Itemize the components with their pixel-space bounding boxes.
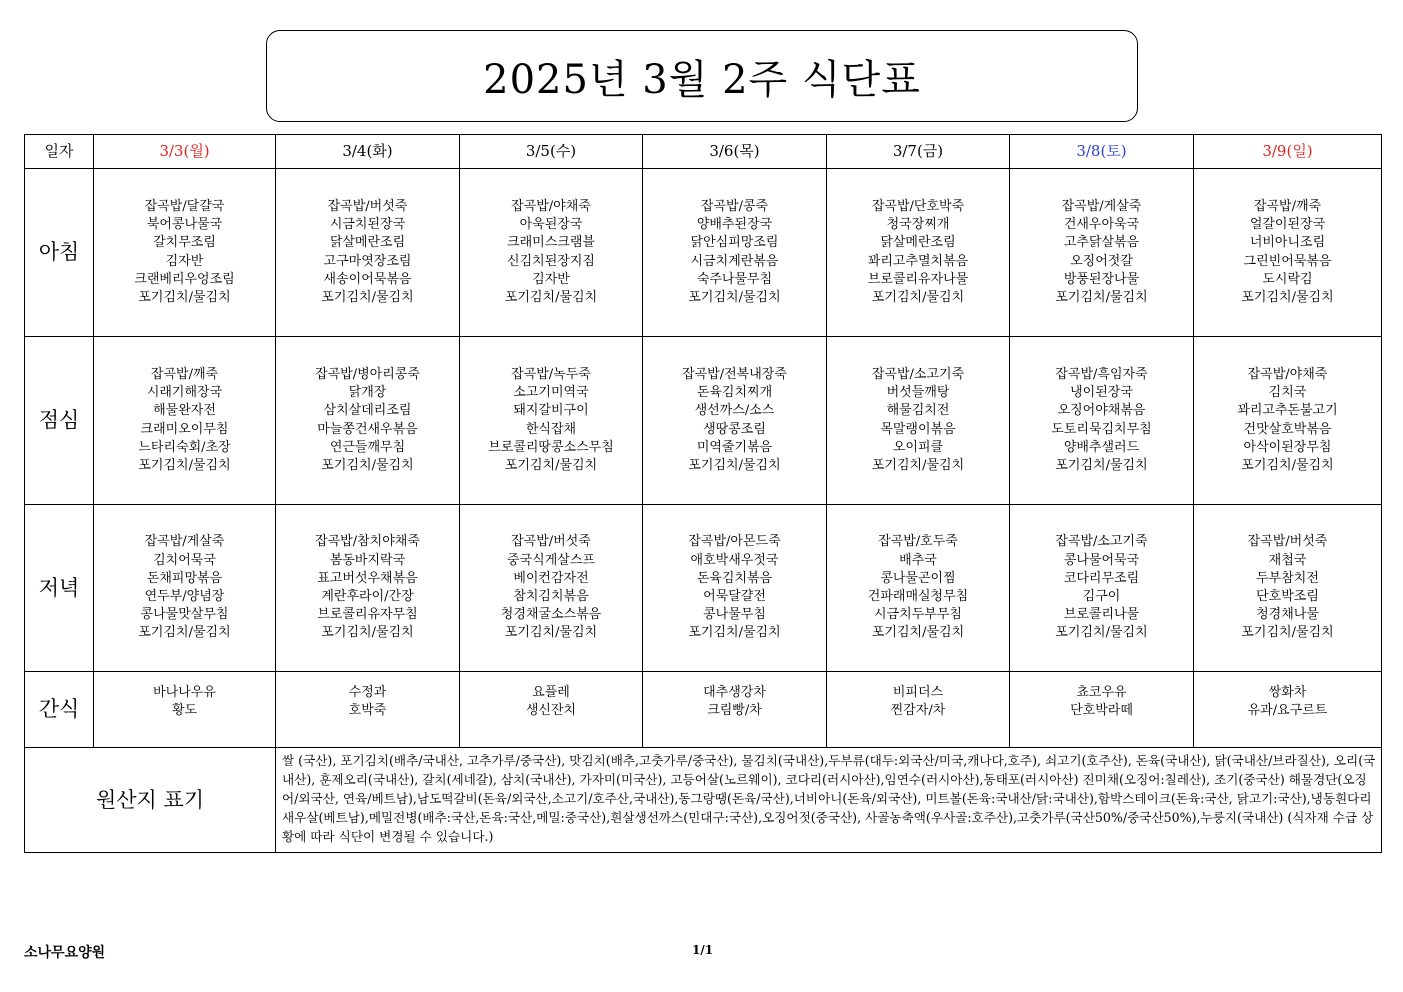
dinner-cell-day-1 bbox=[276, 505, 460, 672]
breakfast-cell-day-4 bbox=[827, 169, 1010, 337]
menu-item: 오징어야채볶음 bbox=[1057, 403, 1146, 419]
menu-item: 생땅콩조림 bbox=[703, 421, 766, 437]
menu-item: 잡곡밥/병아리콩죽 bbox=[315, 366, 420, 382]
snack-item: 생신잔치 bbox=[525, 703, 577, 719]
date-header-3: 3/6(목) bbox=[643, 135, 827, 169]
menu-item: 잡곡밥/깨죽 bbox=[1253, 198, 1322, 214]
menu-item: 시금치두부무침 bbox=[874, 607, 962, 623]
menu-item: 잡곡밥/전복내장죽 bbox=[682, 366, 787, 382]
menu-item: 잡곡밥/아몬드죽 bbox=[688, 534, 781, 550]
header-label: 일자 bbox=[25, 135, 94, 169]
lunch-cell-day-1 bbox=[276, 337, 460, 505]
menu-item: 봄동바지락국 bbox=[329, 552, 406, 568]
menu-item: 크래미오이무침 bbox=[140, 421, 229, 437]
menu-item: 시래기해장국 bbox=[146, 385, 223, 401]
menu-item: 표고버섯우채볶음 bbox=[317, 570, 418, 586]
menu-item: 도토리묵김치무침 bbox=[1051, 421, 1152, 437]
snack-cell-day-3 bbox=[643, 672, 827, 748]
snack-cell-day-4 bbox=[827, 672, 1010, 748]
date-header-2: 3/5(수) bbox=[460, 135, 643, 169]
menu-item: 고구마엿장조림 bbox=[323, 253, 412, 269]
menu-item: 건맛살호박볶음 bbox=[1243, 421, 1332, 437]
menu-item: 코다리무조림 bbox=[1063, 570, 1140, 586]
menu-item: 포기김치/물김치 bbox=[321, 289, 414, 305]
menu-item: 아삭이된장무침 bbox=[1243, 439, 1332, 455]
lunch-cell-day-5 bbox=[1010, 337, 1194, 505]
menu-item: 베이컨감자전 bbox=[513, 570, 589, 586]
menu-item: 잡곡밥/흑임자죽 bbox=[1055, 366, 1148, 382]
menu-item: 포기김치/물김치 bbox=[138, 625, 231, 641]
menu-item: 잡곡밥/소고기죽 bbox=[871, 366, 965, 382]
menu-item: 돈육김치찌개 bbox=[696, 385, 773, 401]
menu-item: 건파래매실청무침 bbox=[867, 589, 969, 604]
menu-item: 연근들깨무침 bbox=[329, 439, 406, 455]
menu-item: 숙주나물무침 bbox=[696, 271, 773, 287]
menu-item: 닭살메란조림 bbox=[880, 235, 956, 251]
breakfast-cell-day-0 bbox=[94, 169, 276, 337]
menu-item: 잡곡밥/게살죽 bbox=[144, 534, 225, 550]
menu-item: 포기김치/물김치 bbox=[1055, 289, 1148, 305]
menu-item: 해물김치전 bbox=[886, 403, 950, 419]
menu-item: 목말랭이볶음 bbox=[880, 421, 956, 437]
date-header-4: 3/7(금) bbox=[827, 135, 1010, 169]
menu-item: 김자반 bbox=[165, 253, 204, 269]
breakfast-cell-day-5 bbox=[1010, 169, 1194, 337]
date-header-6: 3/9(일) bbox=[1194, 135, 1382, 169]
menu-item: 청국장찌개 bbox=[886, 217, 950, 233]
menu-item: 포기김치/물김치 bbox=[504, 289, 598, 305]
menu-item: 포기김치/물김치 bbox=[504, 457, 598, 473]
lunch-label: 점심 bbox=[25, 337, 94, 505]
menu-item: 도시락김 bbox=[1262, 271, 1313, 287]
lunch-cell-day-3 bbox=[643, 337, 827, 505]
menu-item: 닭안심피망조림 bbox=[690, 235, 779, 251]
menu-item: 돈채피망볶음 bbox=[146, 570, 223, 586]
snack-item: 황도 bbox=[171, 703, 198, 719]
menu-item: 청경채굴소스볶음 bbox=[500, 607, 602, 623]
menu-item: 잡곡밥/야채죽 bbox=[1247, 366, 1328, 382]
menu-item: 느타리숙회/초장 bbox=[138, 439, 231, 455]
snack-row bbox=[25, 672, 1382, 748]
menu-item: 포기김치/물김치 bbox=[1055, 457, 1148, 473]
lunch-cell-day-4 bbox=[827, 337, 1010, 505]
menu-item: 돼지갈비구이 bbox=[513, 403, 589, 419]
menu-item: 잡곡밥/참치야채죽 bbox=[315, 534, 420, 550]
snack-label: 간식 bbox=[25, 672, 94, 748]
menu-item: 참치김치볶음 bbox=[513, 589, 589, 604]
footer-org: 소나무요양원 bbox=[24, 945, 106, 961]
snack-cell-day-5 bbox=[1010, 672, 1194, 748]
menu-item: 포기김치/물김치 bbox=[321, 625, 414, 641]
title-box bbox=[266, 30, 1138, 122]
menu-item: 잡곡밥/버섯죽 bbox=[511, 534, 591, 550]
menu-item: 김치국 bbox=[1268, 385, 1307, 401]
breakfast-cell-day-6 bbox=[1194, 169, 1382, 337]
menu-item: 돈육김치볶음 bbox=[696, 570, 773, 586]
menu-item: 잡곡밥/호두죽 bbox=[878, 534, 958, 550]
menu-item: 포기김치/물김치 bbox=[688, 289, 781, 305]
origin-row bbox=[25, 748, 1382, 853]
menu-item: 북어콩나물국 bbox=[146, 217, 223, 233]
menu-item: 꽈리고추멸치볶음 bbox=[867, 253, 969, 269]
menu-item: 오징어젓갈 bbox=[1070, 253, 1133, 269]
menu-item: 재첩국 bbox=[1268, 552, 1307, 568]
menu-item: 미역줄기볶음 bbox=[696, 439, 773, 455]
menu-item: 생선까스/소스 bbox=[694, 403, 775, 419]
dinner-row bbox=[25, 505, 1382, 672]
menu-item: 양배추샐러드 bbox=[1063, 439, 1140, 455]
menu-item: 방풍된장나물 bbox=[1063, 271, 1140, 287]
dinner-cell-day-2 bbox=[460, 505, 643, 672]
snack-item: 호박죽 bbox=[348, 703, 387, 719]
menu-item: 너비아니조림 bbox=[1249, 235, 1326, 251]
snack-item: 바나나우유 bbox=[153, 685, 216, 700]
snack-item: 쵸코우유 bbox=[1076, 685, 1127, 700]
menu-item: 포기김치/물김치 bbox=[1241, 625, 1334, 641]
breakfast-cell-day-3 bbox=[643, 169, 827, 337]
menu-item: 배추국 bbox=[899, 552, 937, 568]
snack-cell-day-6 bbox=[1194, 672, 1382, 748]
date-header-5: 3/8(토) bbox=[1010, 135, 1194, 169]
menu-item: 콩나물어묵국 bbox=[1063, 552, 1140, 568]
menu-item: 두부참치전 bbox=[1256, 570, 1319, 586]
menu-item: 김치어묵국 bbox=[153, 552, 216, 568]
date-header-1: 3/4(화) bbox=[276, 135, 460, 169]
menu-item: 포기김치/물김치 bbox=[871, 289, 965, 305]
snack-item: 수정과 bbox=[348, 685, 387, 700]
menu-item: 콩나물무침 bbox=[703, 607, 766, 623]
snack-item: 대추생강차 bbox=[703, 685, 766, 700]
menu-item: 버섯들깨탕 bbox=[886, 385, 950, 401]
menu-item: 포기김치/물김치 bbox=[321, 457, 414, 473]
dinner-cell-day-4 bbox=[827, 505, 1010, 672]
snack-item: 비피더스 bbox=[892, 685, 944, 700]
menu-item: 닭개장 bbox=[348, 385, 387, 401]
breakfast-label: 아침 bbox=[25, 169, 94, 337]
snack-item: 쌍화차 bbox=[1268, 685, 1307, 700]
menu-item: 포기김치/물김치 bbox=[871, 625, 965, 641]
snack-item: 찐감자/차 bbox=[890, 703, 946, 719]
menu-item: 브로콜리땅콩소스무침 bbox=[488, 439, 614, 455]
snack-item: 요플레 bbox=[532, 685, 570, 700]
menu-item: 브로콜리유자나물 bbox=[867, 271, 969, 287]
dinner-cell-day-6 bbox=[1194, 505, 1382, 672]
menu-item: 단호박조림 bbox=[1256, 589, 1319, 604]
menu-item: 아욱된장국 bbox=[519, 217, 583, 233]
menu-item: 잡곡밥/버섯죽 bbox=[327, 198, 408, 214]
menu-item: 잡곡밥/달걀국 bbox=[144, 198, 225, 214]
menu-item: 포기김치/물김치 bbox=[871, 457, 965, 473]
dinner-cell-day-5 bbox=[1010, 505, 1194, 672]
menu-item: 중국식게살스프 bbox=[507, 552, 595, 568]
menu-item: 잡곡밥/버섯죽 bbox=[1247, 534, 1328, 550]
menu-item: 연두부/양념장 bbox=[144, 589, 225, 604]
header-row bbox=[25, 135, 1382, 169]
menu-item: 마늘쫑건새우볶음 bbox=[317, 421, 418, 437]
menu-item: 브로콜리나물 bbox=[1063, 607, 1140, 623]
menu-item: 그린빈어묵볶음 bbox=[1243, 253, 1332, 269]
menu-item: 잡곡밥/녹두죽 bbox=[511, 366, 591, 382]
menu-item: 잡곡밥/단호박죽 bbox=[871, 198, 965, 214]
menu-item: 갈치무조림 bbox=[153, 235, 216, 251]
menu-item: 고추닭살볶음 bbox=[1063, 235, 1140, 251]
menu-item: 얼갈이된장국 bbox=[1249, 217, 1326, 233]
menu-item: 시금치된장국 bbox=[329, 217, 406, 233]
menu-item: 포기김치/물김치 bbox=[1055, 625, 1148, 641]
menu-item: 삼치살데리조림 bbox=[323, 403, 412, 419]
menu-item: 브로콜리유자무침 bbox=[317, 607, 418, 623]
menu-item: 냉이된장국 bbox=[1070, 385, 1133, 401]
menu-item: 잡곡밥/야채죽 bbox=[511, 198, 591, 214]
menu-item: 잡곡밥/깨죽 bbox=[150, 366, 219, 382]
menu-item: 김구이 bbox=[1082, 589, 1121, 604]
menu-item: 계란후라이/간장 bbox=[321, 589, 414, 604]
menu-item: 애호박새우젓국 bbox=[690, 552, 779, 568]
menu-item: 크랜베리우엉조림 bbox=[134, 271, 235, 287]
dinner-cell-day-0 bbox=[94, 505, 276, 672]
menu-item: 잡곡밥/소고기죽 bbox=[1055, 534, 1148, 550]
snack-item: 크림빵/차 bbox=[707, 703, 762, 719]
menu-item: 어묵달걀전 bbox=[703, 589, 766, 604]
menu-item: 김자반 bbox=[532, 271, 570, 287]
menu-item: 잡곡밥/게살죽 bbox=[1061, 198, 1142, 214]
date-header-0: 3/3(월) bbox=[94, 135, 276, 169]
menu-item: 오이피클 bbox=[892, 439, 944, 455]
menu-item: 포기김치/물김치 bbox=[1241, 289, 1334, 305]
menu-item: 콩나물맛살무침 bbox=[140, 607, 229, 623]
menu-item: 청경채나물 bbox=[1256, 607, 1319, 623]
lunch-cell-day-0 bbox=[94, 337, 276, 505]
menu-item: 해물완자전 bbox=[153, 403, 216, 419]
menu-item: 신김치된장지짐 bbox=[507, 253, 595, 269]
footer-page-number: 1/1 bbox=[692, 943, 714, 957]
dinner-cell-day-3 bbox=[643, 505, 827, 672]
menu-item: 한식잡채 bbox=[525, 421, 577, 437]
menu-item: 꽈리고추돈불고기 bbox=[1237, 403, 1338, 419]
breakfast-cell-day-1 bbox=[276, 169, 460, 337]
menu-item: 크래미스크램블 bbox=[507, 235, 595, 251]
menu-item: 닭살메란조림 bbox=[329, 235, 406, 251]
page-title: 2025년 3월 2주 식단표 bbox=[483, 56, 921, 103]
snack-item: 유과/요구르트 bbox=[1247, 703, 1328, 719]
menu-item: 포기김치/물김치 bbox=[138, 289, 231, 305]
breakfast-row bbox=[25, 169, 1382, 337]
menu-item: 포기김치/물김치 bbox=[504, 625, 598, 641]
menu-item: 포기김치/물김치 bbox=[1241, 457, 1334, 473]
menu-item: 잡곡밥/콩죽 bbox=[700, 198, 769, 214]
dinner-label: 저녁 bbox=[25, 505, 94, 672]
menu-item: 건새우아욱국 bbox=[1063, 217, 1140, 233]
lunch-cell-day-2 bbox=[460, 337, 643, 505]
menu-item: 새송이어묵볶음 bbox=[323, 271, 412, 287]
breakfast-cell-day-2 bbox=[460, 169, 643, 337]
snack-cell-day-2 bbox=[460, 672, 643, 748]
menu-item: 포기김치/물김치 bbox=[688, 625, 781, 641]
menu-item: 콩나물곤이찜 bbox=[880, 570, 956, 586]
snack-cell-day-0 bbox=[94, 672, 276, 748]
snack-cell-day-1 bbox=[276, 672, 460, 748]
menu-item: 포기김치/물김치 bbox=[138, 457, 231, 473]
snack-item: 단호박라떼 bbox=[1070, 703, 1133, 719]
menu-item: 양배추된장국 bbox=[696, 217, 773, 233]
menu-item: 포기김치/물김치 bbox=[688, 457, 781, 473]
menu-item: 소고기미역국 bbox=[513, 385, 589, 401]
origin-text: 쌀 (국산), 포기김치(배추/국내산, 고추가루/중국산), 맛김치(배추,고춧가루/중국산), 물김치(국내산),두부류(대두:외국산/미국,캐나다,호주), 쇠고기(호주산), 돈육(국내산), 닭(국내산/브라질산), 오리(국내산), 훈제오리(국내산), 갈치(세네갈), 삼치(국내산), 가자미(미국산), 고등어살(노르웨이), 코다리(러시아산),임연수(러시아산),동태포(러시아산) 진미채(오징어:칠레산), 조기(중국산) 해물경단(오징어/외국산, 연육/베트남),남도떡갈비(돈육/외국산,소고기/호주산,국내산),동그랑땡(돈육/국산),너비아니(돈육/외국산), 미트볼(돈육:국내산/닭:국내산),함박스테이크(돈육:국산, 닭고기:국산),냉동흰다리새우살(베트남),메밀전병(배추:국산,돈육:국산,메밀:중국산),흰살생선까스(민대구:국산),오징어젓(중국산), 사골농축액(우사골:호주산),고춧가루(국산50%/중국산50%),누룽지(국내산) (식자재 수급 상황에 따라 식단이 변경될 수 있습니다.) bbox=[276, 748, 1382, 853]
origin-label: 원산지 표기 bbox=[25, 748, 276, 853]
menu-item: 시금치계란볶음 bbox=[690, 253, 779, 269]
menu-table bbox=[24, 134, 1382, 853]
lunch-cell-day-6 bbox=[1194, 337, 1382, 505]
lunch-row bbox=[25, 337, 1382, 505]
